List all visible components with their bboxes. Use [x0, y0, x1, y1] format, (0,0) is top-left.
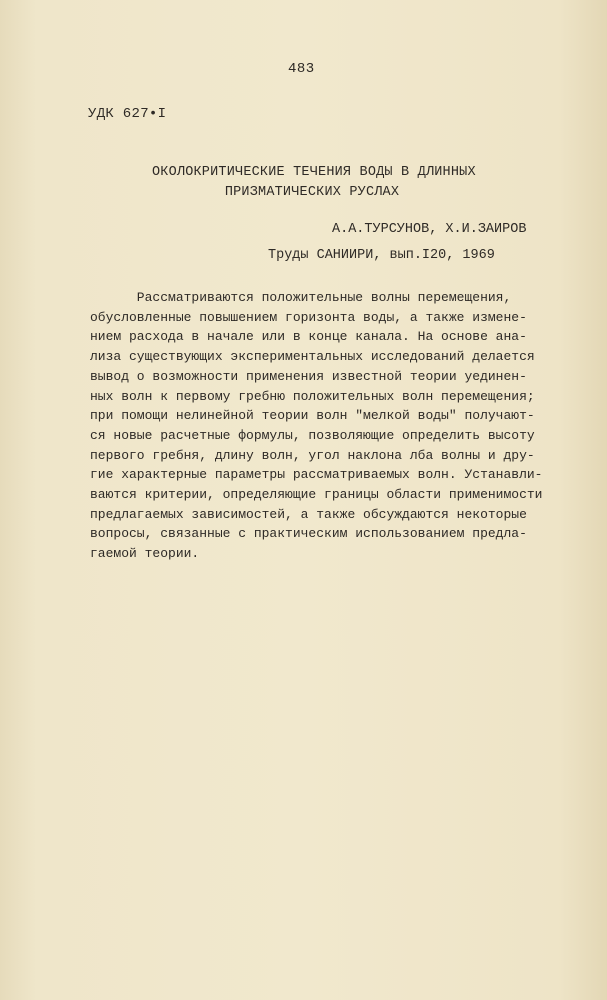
abstract-line: вопросы, связанные с практическим использованием предла- [90, 526, 527, 542]
abstract-line: ных волн к первому гребню положительных волн перемещения; [90, 388, 535, 404]
abstract-line: Рассматриваются положительные волны перемещения, [90, 290, 512, 305]
title-line-2: ПРИЗМАТИЧЕСКИХ РУСЛАХ [224, 185, 400, 200]
abstract-line: гаемой теории. [90, 546, 200, 562]
abstract-line: вывод о возможности применения известной теории уединен- [90, 368, 527, 384]
udc-code: УДК 627•I [88, 106, 167, 122]
abstract-line: при помощи нелинейной теории волн "мелкой воды" получают- [90, 408, 535, 424]
abstract-line: ся новые расчетные формулы, позволяющие определить высоту [90, 427, 535, 443]
article-title [152, 163, 476, 203]
abstract-line: ваются критерии, определяющие границы области применимости [90, 487, 543, 503]
source-citation: Труды САНИИРИ, вып.I20, 1969 [268, 248, 495, 263]
abstract-line: первого гребня, длину волн, угол наклона лба волны и дру- [90, 447, 535, 463]
abstract-line: обусловленные повышением горизонта воды, а также измене- [90, 309, 527, 325]
abstract-line: нием расхода в начале или в конце канала. На основе ана- [90, 329, 527, 345]
abstract-line: предлагаемых зависимостей, а также обсуждаются некоторые [90, 506, 527, 522]
abstract [90, 288, 550, 564]
authors: А.А.ТУРСУНОВ, Х.И.ЗАИРОВ [332, 222, 527, 237]
title-line-1: ОКОЛОКРИТИЧЕСКИЕ ТЕЧЕНИЯ ВОДЫ В ДЛИННЫХ [152, 165, 476, 180]
abstract-line: гие характерные параметры рассматриваемых волн. Устанавли- [90, 467, 543, 483]
abstract-line: лиза существующих экспериментальных исследований делается [90, 349, 535, 365]
page-number: 483 [288, 61, 315, 77]
